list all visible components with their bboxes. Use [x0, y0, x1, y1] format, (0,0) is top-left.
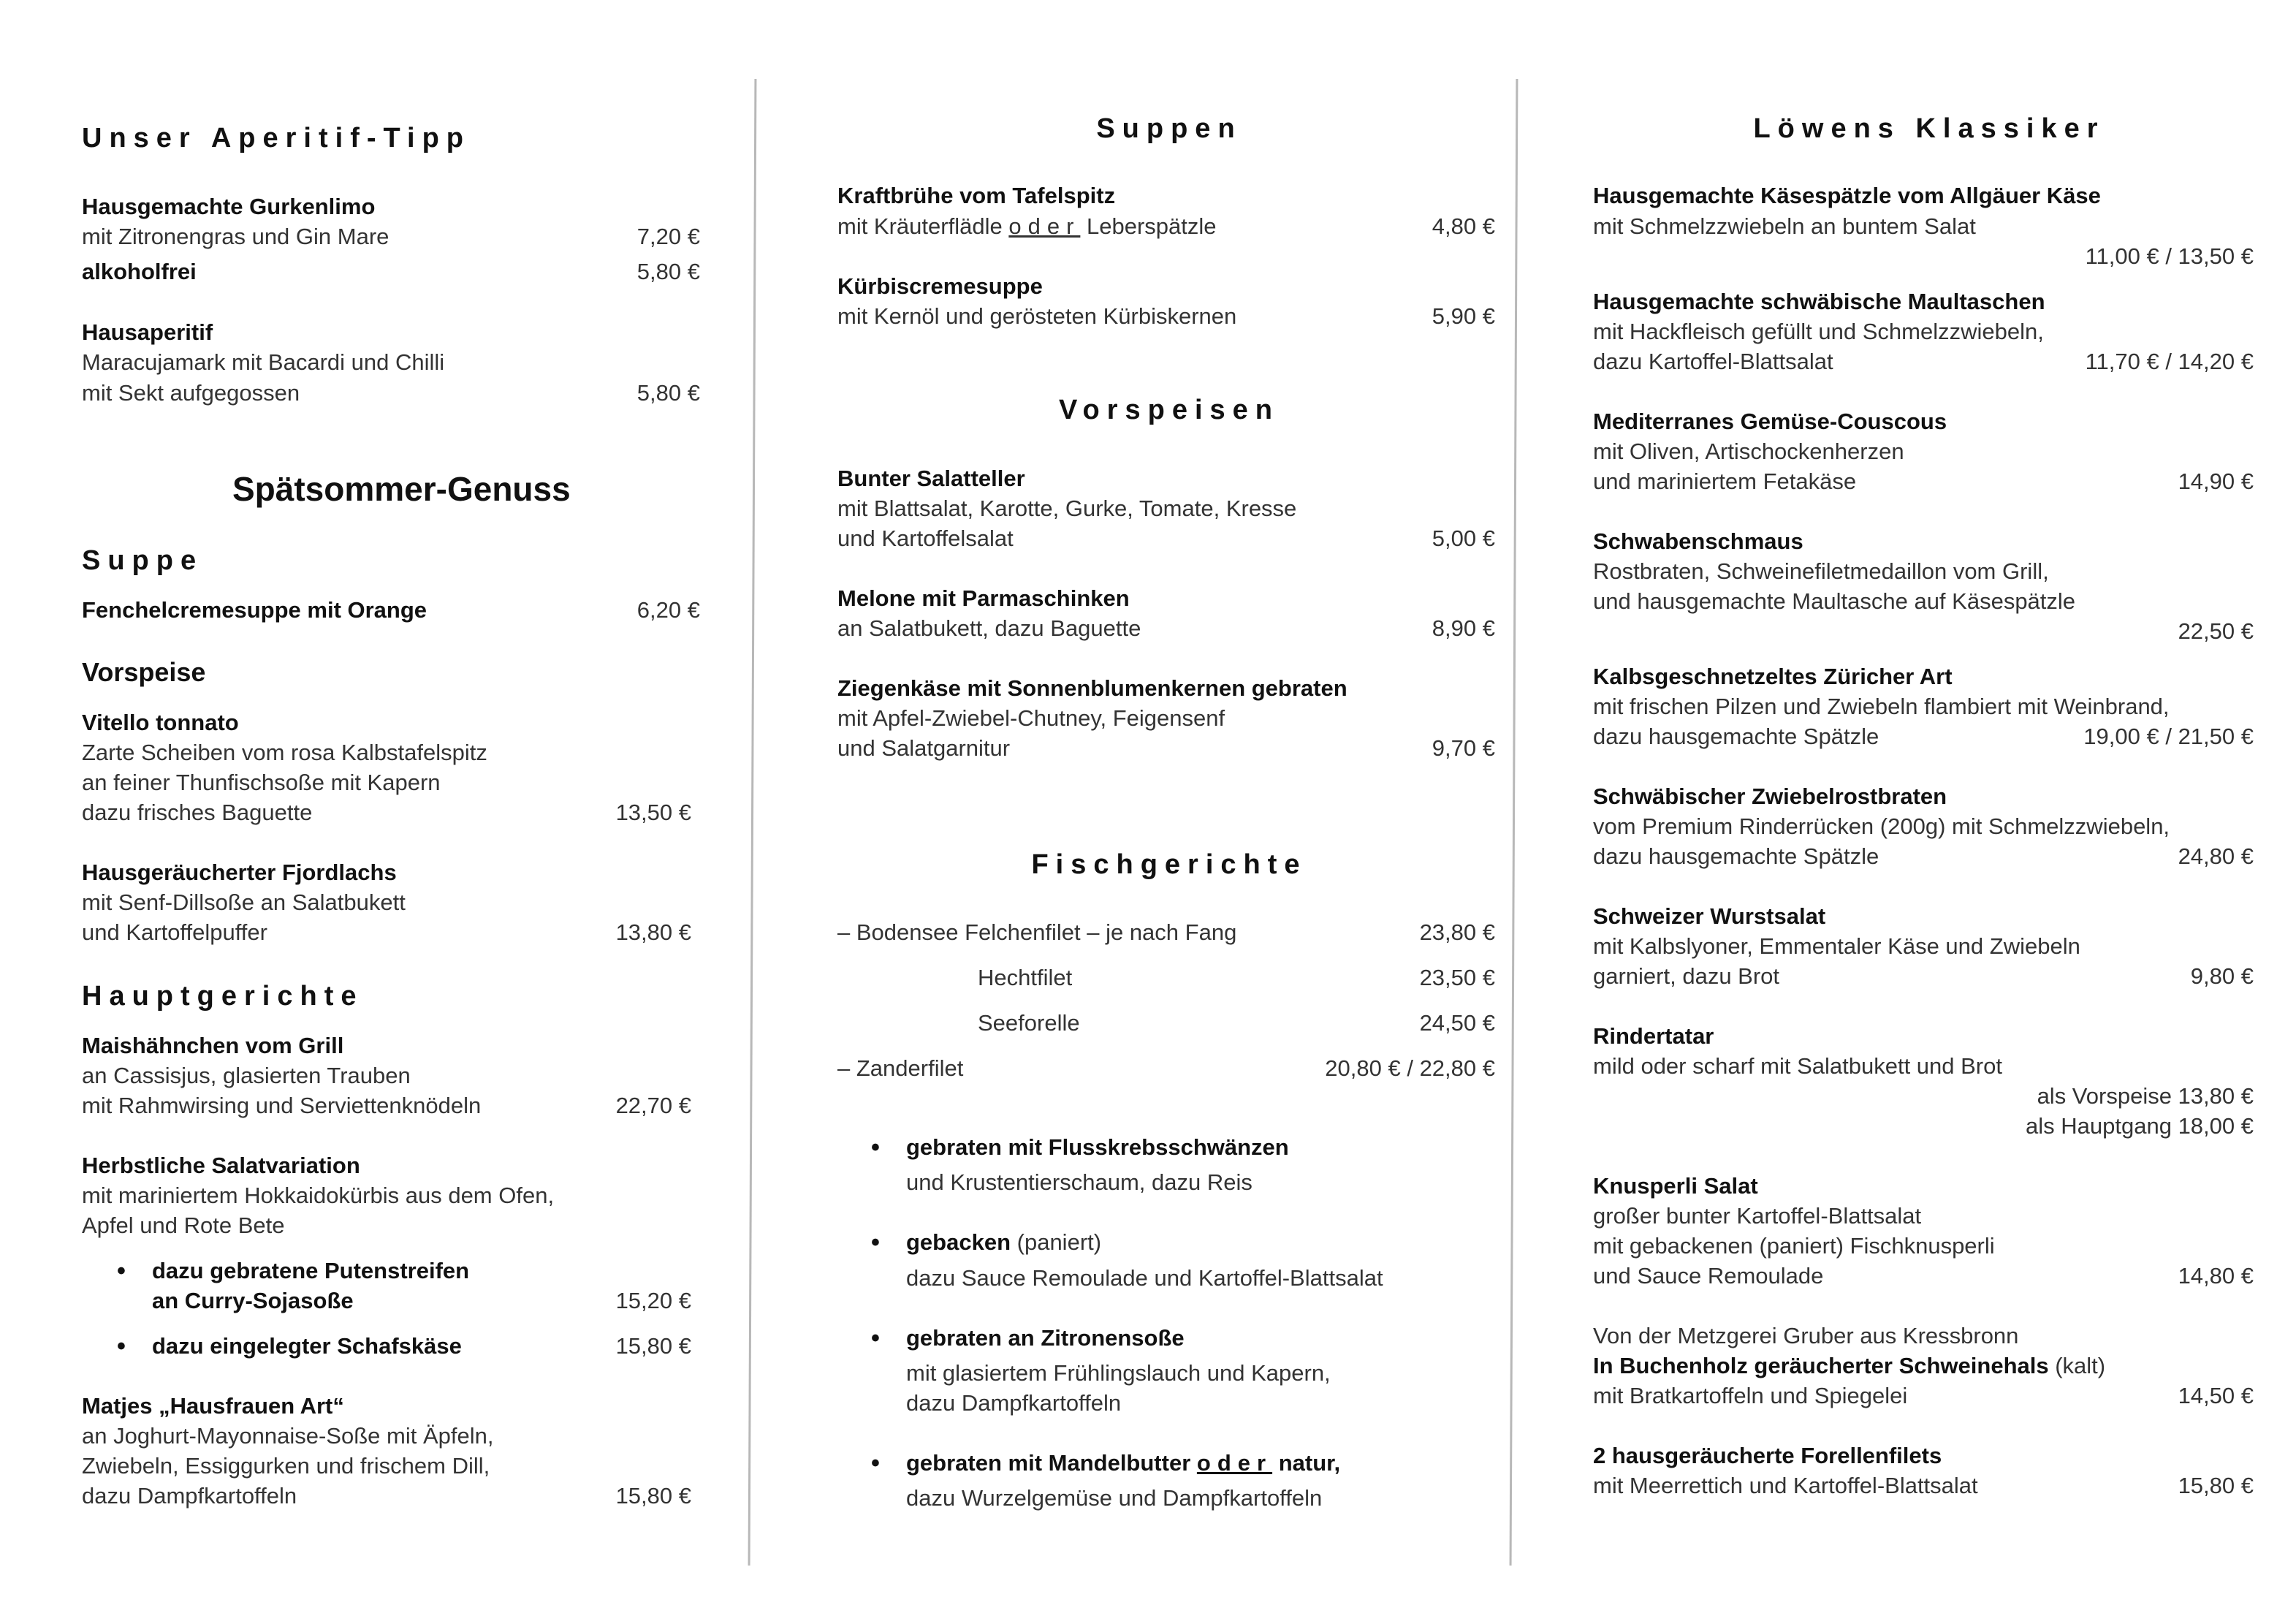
aperitif-heading: Unser Aperitif-Tipp [82, 123, 471, 153]
maishaehnchen-price: 22,70 € [615, 1093, 691, 1118]
option-putenstreifen: • dazu gebratene Putenstreifen [152, 1258, 469, 1284]
kaesespaetzle-price: 11,00 € / 13,50 € [2085, 243, 2254, 269]
alkoholfrei-label: alkoholfrei [82, 259, 197, 284]
bullet-flusskrebs-desc: und Krustentierschaum, dazu Reis [906, 1169, 1252, 1195]
bullet-zitronensosse-desc-2: dazu Dampfkartoffeln [906, 1390, 1122, 1416]
matjes-name: Matjes „Hausfrauen Art“ [82, 1393, 344, 1419]
wurstsalat-name: Schweizer Wurstsalat [1593, 903, 1826, 929]
option-putenstreifen-line-2: an Curry-Sojasoße [152, 1288, 354, 1313]
kraftbruehe-price: 4,80 € [1432, 213, 1495, 239]
knusperli-desc-2: mit gebackenen (paniert) Fischknusperli [1593, 1233, 1995, 1259]
bullet-zitronensosse: • gebraten an Zitronensoße [906, 1325, 1185, 1351]
zwiebelrostbraten-price: 24,80 € [2178, 843, 2254, 869]
kraftbruehe-desc-pre: mit Kräuterflädle [837, 213, 1003, 239]
hecht-price: 23,50 € [1419, 965, 1495, 990]
seeforelle-name: Seeforelle [978, 1010, 1080, 1036]
matjes-price: 15,80 € [615, 1483, 691, 1509]
zander-price: 20,80 € / 22,80 € [1325, 1055, 1495, 1081]
bullet-gebacken-desc: dazu Sauce Remoulade und Kartoffel-Blattsalat [906, 1265, 1383, 1291]
vorspeise-heading: Vorspeise [82, 657, 206, 687]
kaesespaetzle-name: Hausgemachte Käsespätzle vom Allgäuer Käse [1593, 183, 2101, 208]
salatteller-name: Bunter Salatteller [837, 466, 1025, 491]
bullet-mandelbutter-pre: gebraten mit Mandelbutter [906, 1450, 1191, 1476]
fenchel-price: 6,20 € [636, 597, 700, 623]
seeforelle-price: 24,50 € [1419, 1010, 1495, 1036]
melone-price: 8,90 € [1432, 615, 1495, 641]
hausaperitif-desc-2: mit Sekt aufgegossen [82, 380, 300, 406]
bullet-zitronensosse-desc-1: mit glasiertem Frühlingslauch und Kapern, [906, 1360, 1331, 1386]
kraftbruehe-desc-post: Leberspätzle [1087, 213, 1217, 239]
bullet-gebacken-note: (paniert) [1016, 1229, 1102, 1255]
wurstsalat-desc-2: garniert, dazu Brot [1593, 963, 1780, 989]
option-putenstreifen-price: 15,20 € [615, 1288, 691, 1313]
salatteller-desc-1: mit Blattsalat, Karotte, Gurke, Tomate, Kresse [837, 496, 1297, 521]
wurstsalat-price: 9,80 € [2190, 963, 2254, 989]
salatvariation-name: Herbstliche Salatvariation [82, 1153, 360, 1178]
bullet-mandelbutter [906, 1450, 1340, 1476]
maultaschen-name: Hausgemachte schwäbische Maultaschen [1593, 289, 2045, 314]
rindertatar-desc: mild oder scharf mit Salatbukett und Brot [1593, 1053, 2002, 1079]
kuerbis-desc: mit Kernöl und gerösteten Kürbiskernen [837, 303, 1237, 329]
bullet-mandelbutter-post: natur, [1278, 1450, 1341, 1476]
season-title: Spätsommer-Genuss [232, 470, 571, 508]
suppe-heading: Suppe [82, 545, 204, 576]
klassiker-heading: Löwens Klassiker [1753, 113, 2105, 144]
schweinehals-note: (kalt) [2055, 1353, 2106, 1378]
hausaperitif-price: 5,80 € [636, 380, 700, 406]
matjes-desc-1: an Joghurt-Mayonnaise-Soße mit Äpfeln, [82, 1423, 494, 1449]
fenchel-name: Fenchelcremesuppe mit Orange [82, 597, 427, 623]
maishaehnchen-desc-1: an Cassisjus, glasierten Trauben [82, 1063, 411, 1088]
gurkenlimo-price: 7,20 € [636, 224, 700, 249]
option-schafskaese: • dazu eingelegter Schafskäse [152, 1333, 462, 1359]
salatvariation-desc-1: mit mariniertem Hokkaidokürbis aus dem Ofen, [82, 1183, 555, 1208]
maishaehnchen-name: Maishähnchen vom Grill [82, 1033, 344, 1058]
ziegenkaese-name: Ziegenkäse mit Sonnenblumenkernen gebraten [837, 675, 1347, 701]
kraftbruehe-desc [837, 213, 1217, 240]
geschnetzeltes-desc-1: mit frischen Pilzen und Zwiebeln flambiert mit Weinbrand, [1593, 694, 2170, 719]
fjordlachs-price: 13,80 € [615, 919, 691, 945]
forellenfilets-desc: mit Meerrettich und Kartoffel-Blattsalat [1593, 1473, 1978, 1498]
gurkenlimo-name: Hausgemachte Gurkenlimo [82, 194, 376, 219]
vorspeisen-heading: Vorspeisen [1058, 395, 1280, 425]
rindertatar-name: Rindertatar [1593, 1023, 1714, 1049]
couscous-price: 14,90 € [2178, 468, 2254, 494]
vitello-desc-1: Zarte Scheiben vom rosa Kalbstafelspitz [82, 740, 487, 765]
vitello-desc-3: dazu frisches Baguette [82, 800, 313, 825]
melone-desc: an Salatbukett, dazu Baguette [837, 615, 1141, 641]
maultaschen-desc-2: dazu Kartoffel-Blattsalat [1593, 349, 1833, 374]
salatteller-desc-2: und Kartoffelsalat [837, 525, 1014, 551]
alkoholfrei-price: 5,80 € [636, 259, 700, 284]
hauptgerichte-heading: Hauptgerichte [82, 981, 364, 1012]
bullet-gebacken [906, 1229, 1101, 1256]
hecht-name: Hechtfilet [978, 965, 1073, 990]
knusperli-desc-1: großer bunter Kartoffel-Blattsalat [1593, 1203, 1922, 1229]
forellenfilets-name: 2 hausgeräucherte Forellenfilets [1593, 1443, 1942, 1468]
geschnetzeltes-price: 19,00 € / 21,50 € [2083, 724, 2254, 749]
maishaehnchen-desc-2: mit Rahmwirsing und Serviettenknödeln [82, 1093, 482, 1118]
wurstsalat-desc-1: mit Kalbslyoner, Emmentaler Käse und Zwiebeln [1593, 933, 2080, 959]
gurkenlimo-desc: mit Zitronengras und Gin Mare [82, 224, 389, 249]
schwabenschmaus-name: Schwabenschmaus [1593, 528, 1803, 554]
schweinehals-desc: mit Bratkartoffeln und Spiegelei [1593, 1383, 1908, 1408]
option-schafskaese-price: 15,80 € [615, 1333, 691, 1359]
ziegenkaese-desc-2: und Salatgarnitur [837, 735, 1011, 761]
couscous-desc-1: mit Oliven, Artischockenherzen [1593, 439, 1904, 464]
schweinehals-name: In Buchenholz geräucherter Schweinehals [1593, 1353, 2049, 1378]
zander-name: – Zanderfilet [837, 1055, 964, 1081]
salatteller-price: 5,00 € [1432, 525, 1495, 551]
matjes-desc-3: dazu Dampfkartoffeln [82, 1483, 297, 1509]
schweinehals-name-line [1593, 1353, 2105, 1379]
forellenfilets-price: 15,80 € [2178, 1473, 2254, 1498]
fjordlachs-desc-2: und Kartoffelpuffer [82, 919, 267, 945]
vitello-price: 13,50 € [615, 800, 691, 825]
ziegenkaese-price: 9,70 € [1432, 735, 1495, 761]
couscous-desc-2: und mariniertem Fetakäse [1593, 468, 1857, 494]
column-divider-right [1510, 79, 1518, 1566]
hausaperitif-name: Hausaperitif [82, 319, 213, 345]
couscous-name: Mediterranes Gemüse-Couscous [1593, 409, 1947, 434]
bullet-mandelbutter-oder: oder [1196, 1450, 1273, 1476]
rindertatar-price-vorspeise: als Vorspeise 13,80 € [2037, 1083, 2254, 1109]
schwabenschmaus-desc-2: und hausgemachte Maultasche auf Käsespätzle [1593, 588, 2076, 614]
schwabenschmaus-desc-1: Rostbraten, Schweinefiletmedaillon vom Grill, [1593, 558, 2049, 584]
vitello-name: Vitello tonnato [82, 710, 239, 735]
zwiebelrostbraten-name: Schwäbischer Zwiebelrostbraten [1593, 783, 1947, 809]
kaesespaetzle-desc: mit Schmelzzwiebeln an buntem Salat [1593, 213, 1976, 239]
kraftbruehe-name: Kraftbrühe vom Tafelspitz [837, 183, 1116, 208]
fjordlachs-desc-1: mit Senf-Dillsoße an Salatbukett [82, 889, 406, 915]
column-divider-left [748, 79, 757, 1566]
melone-name: Melone mit Parmaschinken [837, 585, 1130, 611]
kuerbis-price: 5,90 € [1432, 303, 1495, 329]
suppen-heading: Suppen [1096, 113, 1242, 144]
knusperli-price: 14,80 € [2178, 1263, 2254, 1289]
matjes-desc-2: Zwiebeln, Essiggurken und frischem Dill, [82, 1453, 490, 1479]
ziegenkaese-desc-1: mit Apfel-Zwiebel-Chutney, Feigensenf [837, 705, 1225, 731]
knusperli-desc-3: und Sauce Remoulade [1593, 1263, 1824, 1289]
zwiebelrostbraten-desc-1: vom Premium Rinderrücken (200g) mit Schmelzzwiebeln, [1593, 813, 2170, 839]
maultaschen-desc-1: mit Hackfleisch gefüllt und Schmelzzwiebeln, [1593, 319, 2044, 344]
felchen-price: 23,80 € [1419, 919, 1495, 945]
hausaperitif-desc-1: Maracujamark mit Bacardi und Chilli [82, 349, 445, 375]
salatvariation-desc-2: Apfel und Rote Bete [82, 1213, 285, 1238]
rindertatar-price-hauptgang: als Hauptgang 18,00 € [2026, 1113, 2254, 1139]
vitello-desc-2: an feiner Thunfischsoße mit Kapern [82, 770, 441, 795]
bullet-flusskrebs: • gebraten mit Flusskrebsschwänzen [906, 1134, 1289, 1161]
maultaschen-price: 11,70 € / 14,20 € [2085, 349, 2254, 374]
knusperli-name: Knusperli Salat [1593, 1173, 1758, 1199]
kraftbruehe-oder: oder [1008, 213, 1081, 239]
zwiebelrostbraten-desc-2: dazu hausgemachte Spätzle [1593, 843, 1879, 869]
geschnetzeltes-desc-2: dazu hausgemachte Spätzle [1593, 724, 1879, 749]
fjordlachs-name: Hausgeräucherter Fjordlachs [82, 860, 397, 885]
geschnetzeltes-name: Kalbsgeschnetzeltes Züricher Art [1593, 664, 1953, 689]
bullet-gebacken-title: gebacken [906, 1229, 1011, 1255]
bullet-mandelbutter-desc: dazu Wurzelgemüse und Dampfkartoffeln [906, 1485, 1323, 1511]
kuerbis-name: Kürbiscremesuppe [837, 273, 1043, 299]
schwabenschmaus-price: 22,50 € [2178, 618, 2254, 644]
felchen-name: – Bodensee Felchenfilet – je nach Fang [837, 919, 1237, 945]
schweinehals-intro: Von der Metzgerei Gruber aus Kressbronn [1593, 1323, 2019, 1348]
fischgerichte-heading: Fischgerichte [1031, 849, 1307, 880]
schweinehals-price: 14,50 € [2178, 1383, 2254, 1408]
